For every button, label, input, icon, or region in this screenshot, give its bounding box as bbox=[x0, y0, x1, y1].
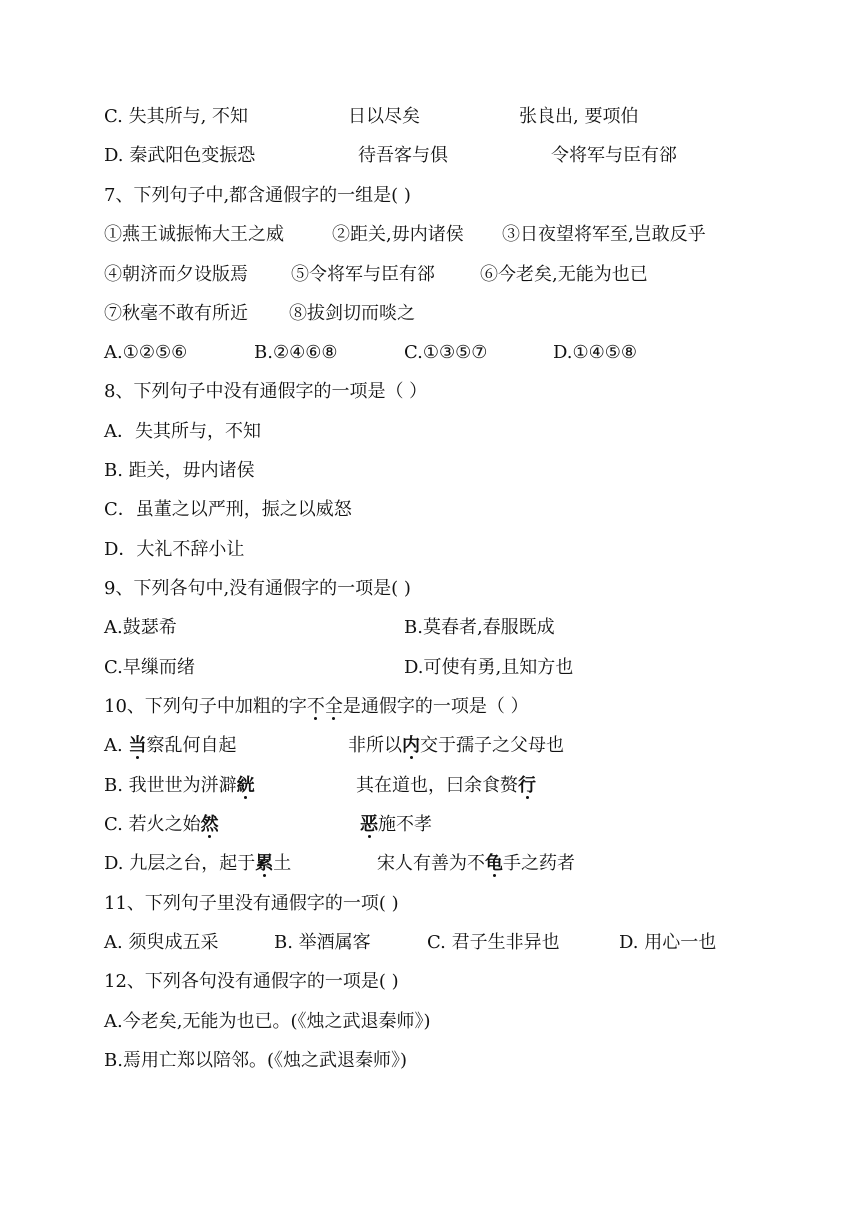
choice-text: B. 我世世为洴澼絖 bbox=[104, 775, 255, 796]
choice-a[interactable]: A.①②⑤⑥ bbox=[104, 342, 188, 363]
choice-a[interactable]: A.鼓瑟希 bbox=[104, 617, 177, 638]
option-text: 令将军与臣有郤 bbox=[551, 145, 677, 166]
bold-char: 然 bbox=[200, 814, 219, 835]
bold-char: 恶 bbox=[360, 814, 378, 835]
sentence-item: ⑥今老矣,无能为也已 bbox=[480, 264, 648, 285]
bold-char: 内 bbox=[402, 735, 420, 756]
choice-text: D．大礼不辞小让 bbox=[104, 539, 245, 560]
choice-text: 恶施不孝 bbox=[360, 814, 432, 835]
choice-d[interactable]: D.可使有勇,且知方也 bbox=[404, 657, 574, 678]
bold-char: 龟 bbox=[485, 853, 503, 874]
sentence-item: ⑤令将军与臣有郤 bbox=[291, 264, 435, 285]
choice-b[interactable]: B.莫春者,春服既成 bbox=[404, 617, 555, 638]
choice-c[interactable]: C.①③⑤⑦ bbox=[404, 342, 488, 363]
bold-char: 行 bbox=[518, 775, 536, 796]
choice-text: A. 当察乱何自起 bbox=[104, 735, 237, 756]
bold-char: 累 bbox=[255, 853, 274, 874]
choice-text: 其在道也，曰余食赘行 bbox=[356, 775, 536, 796]
sentence-item: ①燕王诚振怖大王之威 bbox=[104, 224, 284, 245]
choice-text: A．失其所与，不知 bbox=[104, 421, 261, 442]
choice-d[interactable]: D. 用心一也 bbox=[619, 932, 717, 953]
bold-char: 絖 bbox=[236, 775, 255, 796]
bold-char: 当 bbox=[128, 735, 147, 756]
question-text: 7、下列句子中,都含通假字的一组是( ) bbox=[104, 185, 411, 206]
choice-b[interactable]: B. 举酒属客 bbox=[274, 932, 371, 953]
choice-c[interactable]: C. 君子生非异也 bbox=[427, 932, 560, 953]
emphasis-char: 不 bbox=[306, 696, 325, 717]
sentence-item: ⑧拔剑切而啖之 bbox=[289, 303, 415, 324]
choice-d[interactable]: D.①④⑤⑧ bbox=[553, 342, 638, 363]
question-text: 11、下列句子里没有通假字的一项( ) bbox=[104, 893, 399, 914]
option-text: D. 秦武阳色变振恐 bbox=[104, 145, 256, 166]
question-text: 10、下列句子中加粗的字不全是通假字的一项是（ ） bbox=[104, 696, 529, 717]
choice-text: B.焉用亡郑以陪邻。(《烛之武退秦师》) bbox=[104, 1050, 407, 1071]
question-text: 9、下列各句中,没有通假字的一项是( ) bbox=[104, 578, 411, 599]
choice-text: B. 距关，毋内诸侯 bbox=[104, 460, 255, 481]
option-text: 张良出, 要项伯 bbox=[519, 106, 639, 127]
choice-text: A.今老矣,无能为也已。(《烛之武退秦师》) bbox=[104, 1011, 431, 1032]
choice-a[interactable]: A. 须臾成五采 bbox=[104, 932, 219, 953]
choice-text: C. 若火之始然 bbox=[104, 814, 219, 835]
choice-text: 非所以内交于孺子之父母也 bbox=[348, 735, 564, 756]
emphasis-char: 全 bbox=[324, 696, 343, 717]
option-text: 待吾客与俱 bbox=[358, 145, 448, 166]
sentence-item: ③日夜望将军至,岂敢反乎 bbox=[502, 224, 706, 245]
option-text: C. 失其所与, 不知 bbox=[104, 106, 249, 127]
sentence-item: ⑦秋毫不敢有所近 bbox=[104, 303, 248, 324]
choice-text: D. 九层之台，起于累土 bbox=[104, 853, 292, 874]
choice-c[interactable]: C.早缫而绪 bbox=[104, 657, 195, 678]
sentence-item: ④朝济而夕设版焉 bbox=[104, 264, 248, 285]
option-text: 日以尽矣 bbox=[348, 106, 420, 127]
question-text: 8、下列句子中没有通假字的一项是（ ） bbox=[104, 381, 428, 402]
choice-b[interactable]: B.②④⑥⑧ bbox=[254, 342, 338, 363]
question-text: 12、下列各句没有通假字的一项是( ) bbox=[104, 971, 399, 992]
sentence-item: ②距关,毋内诸侯 bbox=[332, 224, 464, 245]
choice-text: 宋人有善为不龟手之药者 bbox=[377, 853, 575, 874]
choice-text: C．虽董之以严刑，振之以威怒 bbox=[104, 499, 352, 520]
